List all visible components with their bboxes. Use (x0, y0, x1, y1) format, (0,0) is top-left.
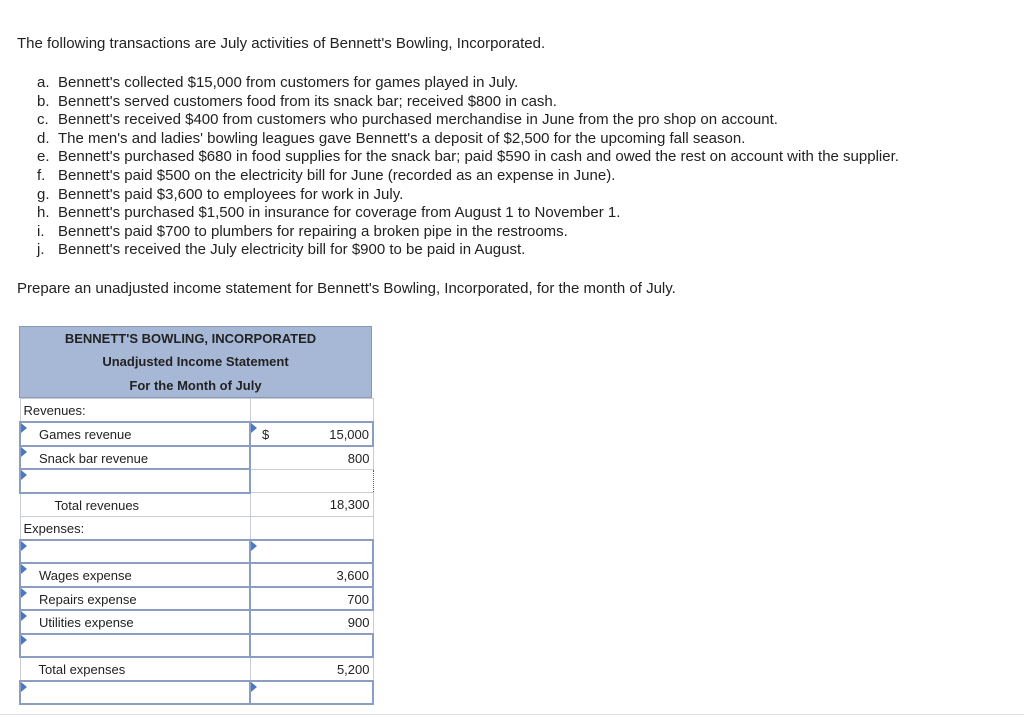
total-revenues-amount-cell: 18,300 (250, 493, 373, 517)
revenue-blank-amount-input[interactable] (250, 469, 373, 493)
transaction-item: e. Bennett's purchased $680 in food supplies for the snack bar; paid $590 in cash and owed the rest on account with the supplier. (37, 148, 899, 166)
wages-expense-label-input[interactable]: Wages expense (20, 563, 250, 587)
dropdown-marker-icon (21, 470, 27, 480)
expense-blank-amount-input[interactable] (250, 634, 373, 658)
statement-header (19, 326, 372, 398)
empty-cell (250, 516, 373, 540)
utilities-expense-label-input[interactable]: Utilities expense (20, 610, 250, 634)
net-income-amount-input[interactable] (250, 681, 373, 705)
table-row (20, 516, 373, 540)
transaction-item: a. Bennett's collected $15,000 from customers for games played in July. (37, 74, 519, 91)
statement-period: For the Month of July (129, 377, 262, 393)
table-row (20, 634, 373, 658)
table-row (20, 422, 373, 446)
net-income-label-input[interactable] (20, 681, 250, 705)
transaction-item: c. Bennett's received $400 from customers who purchased merchandise in June from the pro shop on account. (37, 111, 778, 129)
total-expenses-amount-cell: 5,200 (250, 657, 373, 681)
dropdown-marker-icon (21, 423, 27, 433)
games-revenue-amount-input[interactable]: $ 15,000 (250, 422, 373, 446)
dropdown-marker-icon (21, 447, 27, 457)
dropdown-marker-icon (21, 635, 27, 645)
table-row (20, 446, 373, 470)
expense-blank-amount-input[interactable] (250, 540, 373, 564)
dropdown-marker-icon (251, 423, 257, 433)
dropdown-marker-icon (21, 588, 27, 598)
divider (0, 714, 1024, 715)
transactions-list (37, 74, 899, 260)
table-row (20, 563, 373, 587)
dropdown-marker-icon (21, 682, 27, 692)
dropdown-marker-icon (21, 611, 27, 621)
games-revenue-label-input[interactable]: Games revenue (20, 422, 250, 446)
table-row (20, 469, 373, 493)
repairs-expense-label-input[interactable]: Repairs expense (20, 587, 250, 611)
dropdown-marker-icon (21, 541, 27, 551)
dropdown-marker-icon (251, 541, 257, 551)
expense-blank-label-input[interactable] (20, 540, 250, 564)
transaction-item: f. Bennett's paid $500 on the electricity bill for June (recorded as an expense in June). (37, 166, 616, 184)
table-row (20, 610, 373, 634)
table-row (20, 399, 373, 423)
table-row (20, 587, 373, 611)
expenses-heading: Expenses: (23, 520, 85, 536)
table-row (20, 493, 373, 517)
table-row (20, 657, 373, 681)
empty-cell (250, 399, 373, 423)
dropdown-marker-icon (21, 564, 27, 574)
revenue-blank-label-input[interactable] (20, 469, 250, 493)
revenues-heading-cell (20, 399, 250, 423)
transaction-item: j. Bennett's received the July electricity bill for $900 to be paid in August. (37, 241, 526, 259)
statement-grid (19, 398, 374, 705)
expenses-heading-cell (20, 516, 250, 540)
revenues-heading: Revenues: (23, 403, 86, 418)
total-expenses-label-cell: Total expenses (20, 657, 250, 681)
statement-title: Unadjusted Income Statement (102, 354, 289, 370)
transaction-item: d. The men's and ladies' bowling leagues gave Bennett's a deposit of $2,500 for the upcoming fall season. (37, 129, 746, 147)
transaction-item: b. Bennett's served customers food from its snack bar; received $800 in cash. (37, 92, 557, 110)
total-revenues-label-cell: Total revenues (20, 493, 250, 517)
table-row (20, 540, 373, 564)
intro-text: The following transactions are July activities of Bennett's Bowling, Incorporated. (17, 35, 546, 52)
snack-revenue-label-input[interactable]: Snack bar revenue (20, 446, 250, 470)
instruction-text: Prepare an unadjusted income statement for Bennett's Bowling, Incorporated, for the month of July. (17, 280, 676, 297)
transaction-item: g. Bennett's paid $3,600 to employees for work in July. (37, 185, 404, 203)
table-row (20, 681, 373, 705)
transaction-item: h. Bennett's purchased $1,500 in insurance for coverage from August 1 to November 1. (37, 204, 621, 222)
snack-revenue-amount-cell: 800 (250, 446, 373, 470)
dropdown-marker-icon (251, 682, 257, 692)
utilities-expense-amount-cell: 900 (250, 610, 373, 634)
currency-symbol: $ (262, 427, 270, 442)
expense-blank-label-input[interactable] (20, 634, 250, 658)
wages-expense-amount-input[interactable]: 3,600 (250, 563, 373, 587)
transaction-item: i. Bennett's paid $700 to plumbers for repairing a broken pipe in the restrooms. (37, 222, 568, 240)
company-name: BENNETT'S BOWLING, INCORPORATED (64, 331, 317, 346)
income-statement (19, 326, 372, 705)
repairs-expense-amount-input[interactable]: 700 (250, 587, 373, 611)
